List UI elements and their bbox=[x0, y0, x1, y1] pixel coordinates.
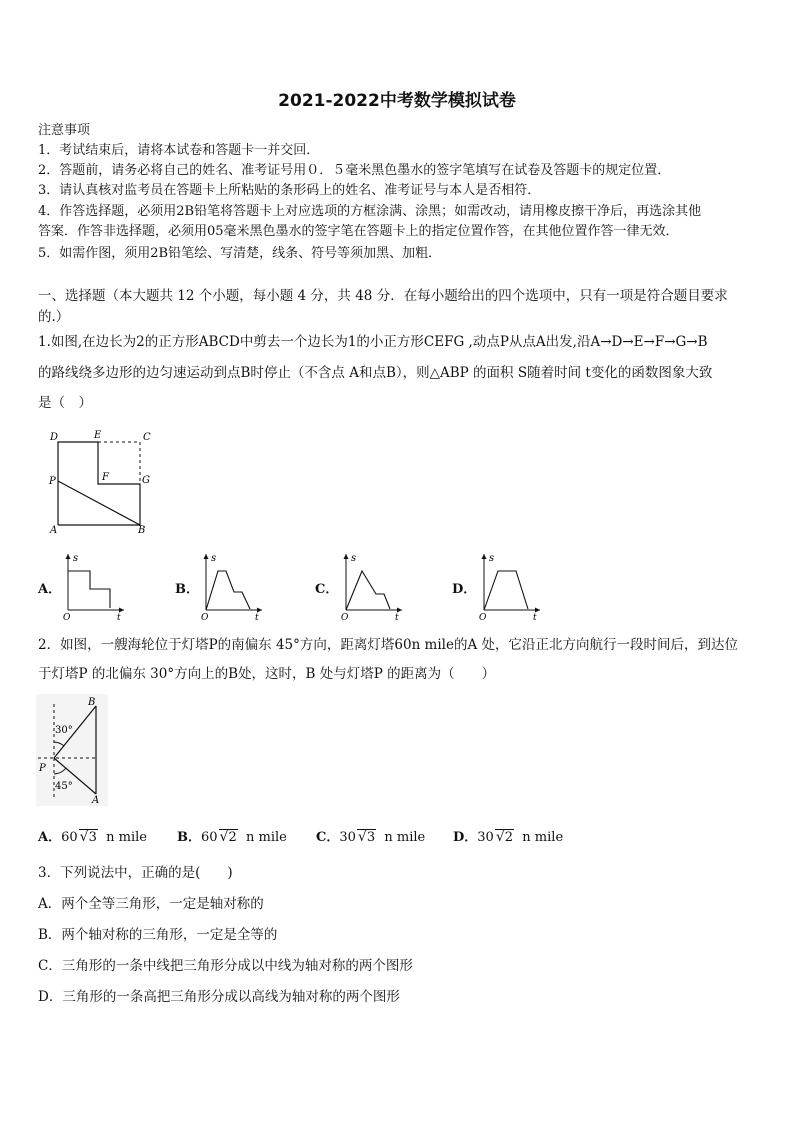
svg-text:s: s bbox=[73, 553, 79, 564]
notice-item: 2．答题前，请务必将自己的姓名、准考证号用０．５毫米黑色墨水的签字笔填写在试卷及答题卡的规定位置． bbox=[38, 163, 671, 178]
section-heading-cont: 的.） bbox=[38, 309, 70, 325]
section-heading: 一、选择题（本大题共 12 个小题，每小题 4 分，共 48 分．在每小题给出的四个选项中，只有一项是符合题目要求 bbox=[38, 288, 728, 304]
svg-text:t: t bbox=[395, 613, 399, 622]
svg-text:A: A bbox=[92, 795, 100, 806]
label-a: A bbox=[50, 525, 58, 536]
graph-option-c bbox=[338, 550, 406, 622]
label-g: G bbox=[142, 475, 150, 486]
square-figure bbox=[46, 426, 158, 536]
svg-text:s: s bbox=[211, 553, 217, 564]
notice-item: 1．考试结束后，请将本试卷和答题卡一并交回． bbox=[38, 143, 320, 158]
svg-text:O: O bbox=[201, 613, 209, 622]
svg-text:s: s bbox=[351, 553, 357, 564]
svg-text:45°: 45° bbox=[55, 781, 73, 792]
label-b: B bbox=[138, 525, 146, 536]
graph-option-a bbox=[60, 550, 128, 622]
svg-text:t: t bbox=[117, 613, 121, 622]
question-2-stem: 2．如图，一艘海轮位于灯塔P的南偏东 45°方向，距离灯塔60n mile的A 处，它沿正北方向航行一段时间后，到达位 bbox=[38, 637, 739, 653]
svg-text:O: O bbox=[63, 613, 71, 622]
notice-heading: 注意事项 bbox=[38, 123, 91, 138]
label-c: C bbox=[143, 432, 151, 443]
q1-option-a[interactable]: A． bbox=[38, 582, 62, 597]
q1-option-d[interactable]: D． bbox=[452, 582, 477, 597]
label-p: P bbox=[49, 476, 56, 487]
q1-option-b[interactable]: B． bbox=[175, 582, 199, 597]
svg-text:30°: 30° bbox=[55, 725, 73, 736]
notice-item: 3．请认真核对监考员在答题卡上所粘贴的条形码上的姓名、准考证号与本人是否相符． bbox=[38, 183, 541, 198]
notice-item: 4．作答选择题，必须用2B铅笔将答题卡上对应选项的方框涂满、涂黑；如需改动，请用橡皮擦干净后，再选涂其他 bbox=[38, 204, 702, 219]
lighthouse-figure bbox=[36, 694, 108, 806]
question-3-stem: 3．下列说法中，正确的是( ) bbox=[38, 865, 233, 881]
q3-option-c[interactable]: C．三角形的一条中线把三角形分成以中线为轴对称的两个图形 bbox=[38, 958, 413, 974]
svg-text:s: s bbox=[489, 553, 495, 564]
question-1-stem: 1.如图,在边长为2的正方形ABCD中剪去一个边长为1的小正方形CEFG ,动点P从点A出发,沿A→D→E→F→G→B bbox=[38, 334, 708, 350]
svg-text:O: O bbox=[341, 613, 349, 622]
label-f: F bbox=[102, 472, 109, 483]
question-2-stem-cont: 于灯塔P 的北偏东 30°方向上的B处，这时，B 处与灯塔P 的距离为（ ） bbox=[38, 666, 496, 682]
q2-answer-a[interactable]: A．60 √3 n mile bbox=[38, 829, 147, 845]
notice-item: 答案．作答非选择题，必须用05毫米黑色墨水的签字笔在答题卡上的指定位置作答，在其他位置作答一律无效． bbox=[38, 224, 679, 239]
q2-answer-d[interactable]: D．30 √2 n mile bbox=[453, 829, 564, 845]
svg-text:P: P bbox=[39, 763, 46, 774]
label-d: D bbox=[50, 432, 59, 443]
question-1-stem-end: 是（ ） bbox=[38, 395, 92, 411]
graph-option-d bbox=[476, 550, 544, 622]
question-1-stem-cont: 的路线绕多边形的边匀速运动到点B时停止（不含点 A和点B），则△ABP 的面积 S随着时间 t变化的函数图象大致 bbox=[38, 365, 713, 381]
q2-answer-c[interactable]: C．30 √3 n mile bbox=[316, 829, 426, 845]
svg-text:t: t bbox=[255, 613, 259, 622]
notice-item: 5．如需作图，须用2B铅笔绘、写清楚，线条、符号等须加黑、加粗． bbox=[38, 246, 442, 261]
graph-option-b bbox=[198, 550, 266, 622]
svg-text:B: B bbox=[88, 697, 96, 708]
label-e: E bbox=[94, 430, 102, 441]
svg-text:t: t bbox=[533, 613, 537, 622]
q2-answer-b[interactable]: B．60 √2 n mile bbox=[177, 829, 287, 845]
svg-text:O: O bbox=[479, 613, 487, 622]
q3-option-b[interactable]: B．两个轴对称的三角形，一定是全等的 bbox=[38, 927, 278, 943]
q3-option-d[interactable]: D．三角形的一条高把三角形分成以高线为轴对称的两个图形 bbox=[38, 989, 400, 1005]
page-title: 2021-2022中考数学模拟试卷 bbox=[278, 91, 516, 111]
q1-option-c[interactable]: C． bbox=[315, 582, 339, 597]
q3-option-a[interactable]: A．两个全等三角形，一定是轴对称的 bbox=[38, 896, 264, 912]
